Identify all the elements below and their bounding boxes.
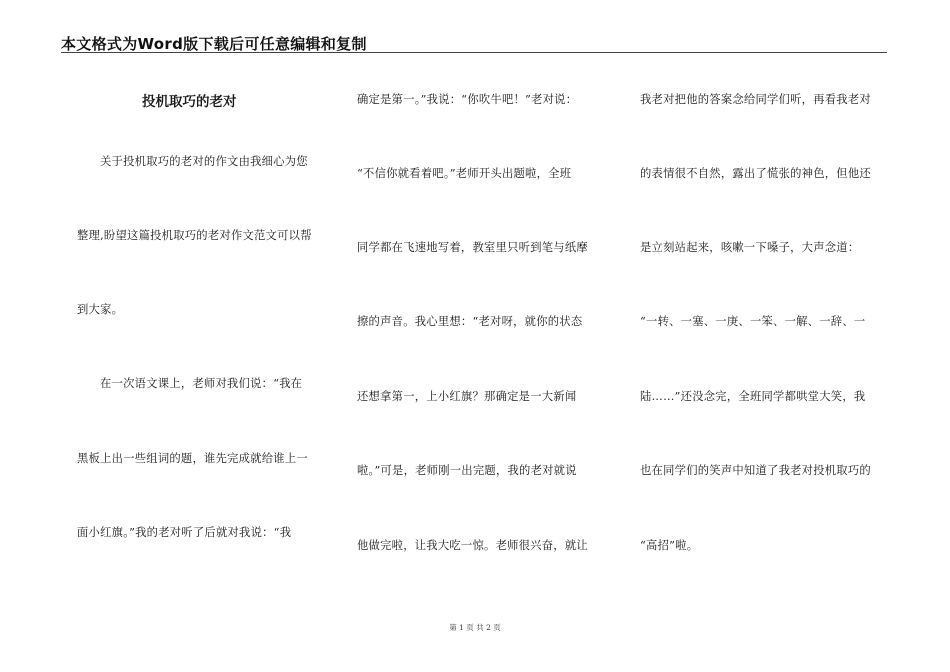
text-line: 擦的声音。我心里想：“老对呀，就你的状态	[357, 315, 583, 328]
document-header-title: 本文格式为Word版下载后可任意编辑和复制	[61, 35, 367, 53]
text-line: 陆……”还没念完，全班同学都哄堂大笑，我	[640, 390, 866, 403]
text-line: “高招”啦。	[640, 539, 699, 552]
header-divider	[61, 52, 887, 53]
text-line: 啦。”可是，老师刚一出完题，我的老对就说	[357, 464, 577, 477]
text-line: “一转、一塞、一庚、一笨、一解、一辞、一	[640, 315, 866, 328]
text-line: 的表情很不自然，露出了慌张的神色，但他还	[640, 167, 871, 180]
text-line: 黑板上出一些组词的题，谁先完成就给谁上一	[77, 452, 308, 465]
article-title: 投机取巧的老对	[142, 94, 237, 110]
text-line: 在一次语文课上，老师对我们说：“我在	[100, 377, 303, 390]
text-line: “不信你就看着吧。”老师开头出题啦，全班	[357, 167, 572, 180]
page-number: 第 1 页 共 2 页	[449, 623, 501, 632]
text-line: 同学都在飞速地写着，教室里只听到笔与纸摩	[357, 241, 588, 254]
text-line: 我老对把他的答案念给同学们听，再看我老对	[640, 93, 871, 106]
text-line: 还想拿第一，上小红旗？那确定是一大新闻	[357, 390, 577, 403]
text-line: 是立刻站起来，咳嗽一下嗓子，大声念道：	[640, 241, 860, 254]
text-line: 也在同学们的笑声中知道了我老对投机取巧的	[640, 464, 871, 477]
text-line: 面小红旗。”我的老对听了后就对我说：“我	[77, 526, 292, 539]
text-line: 确定是第一。”我说：“你吹牛吧！”老对说：	[357, 93, 578, 106]
text-line: 他做完啦，让我大吃一惊。老师很兴奋，就让	[357, 539, 588, 552]
text-line: 到大家。	[77, 303, 124, 316]
text-line: 关于投机取巧的老对的作文由我细心为您	[100, 155, 308, 168]
text-line: 整理,盼望这篇投机取巧的老对作文范文可以帮	[77, 229, 312, 242]
